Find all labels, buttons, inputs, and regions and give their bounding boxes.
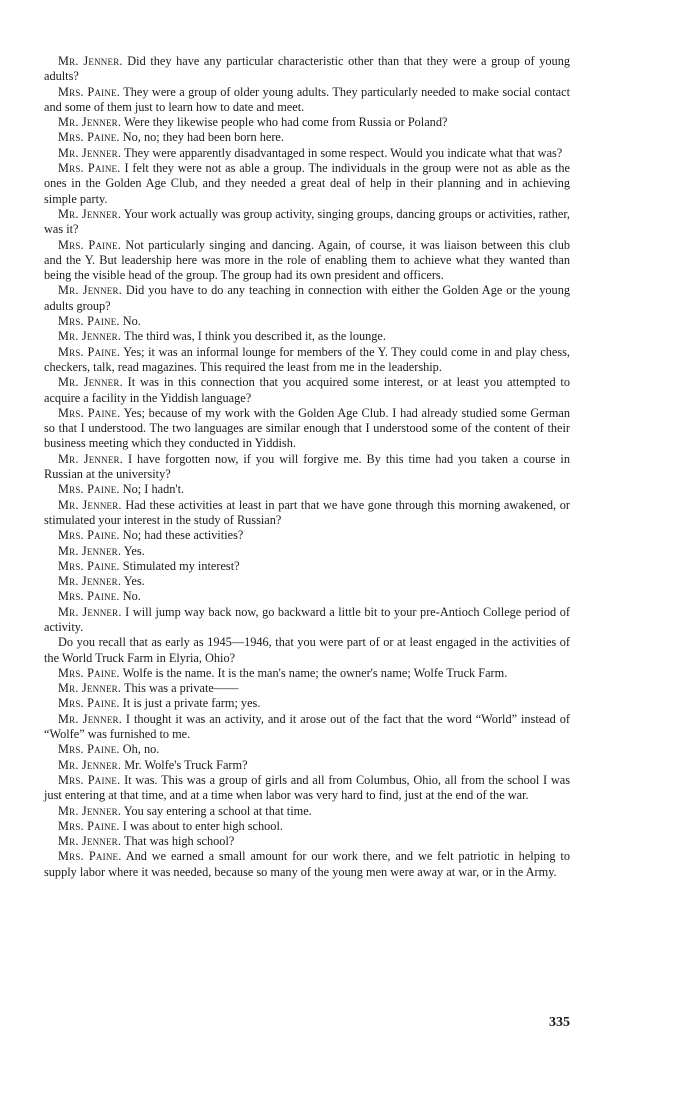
transcript-paragraph <box>44 498 570 529</box>
speech-text: They were a group of older young adults. They particularly needed to make social contact and some of them just to learn how to date and meet. <box>44 84 570 114</box>
speech-text: The third was, I think you described it, as the lounge. <box>124 329 386 344</box>
speech-text: Did they have any particular characteristic other than that they were a group of young adults? <box>44 54 570 84</box>
transcript-paragraph <box>44 54 570 85</box>
speaker-name: Mrs. Paine. <box>58 742 120 757</box>
transcript-paragraph <box>44 574 570 589</box>
speaker-name: Mr. Jenner. <box>58 283 122 298</box>
speech-text: I was about to enter high school. <box>122 818 283 833</box>
speech-text: It was in this connection that you acquired some interest, or at least you attempted to acquire a facility in the Yiddish language? <box>44 375 570 405</box>
speaker-name: Mrs. Paine. <box>58 130 120 145</box>
transcript-paragraph <box>44 849 570 880</box>
transcript-paragraph <box>44 681 570 696</box>
speech-text: You say entering a school at that time. <box>123 803 312 818</box>
speech-text: Yes; because of my work with the Golden Age Club. I had already studied some German so that I understood. The two languages are similar enough that I understood some of the content of their business meeting which they conducted in Yiddish. <box>44 405 570 451</box>
speech-text: Had these activities at least in part that we have gone through this morning awakened, or stimulated your interest in the study of Russian? <box>44 497 570 527</box>
transcript-paragraph <box>44 482 570 497</box>
speaker-name: Mr. Jenner. <box>58 574 122 589</box>
speaker-name: Mrs. Paine. <box>58 849 122 864</box>
transcript-paragraph <box>44 146 570 161</box>
transcript-paragraph <box>44 804 570 819</box>
speaker-name: Mrs. Paine. <box>58 772 121 787</box>
speaker-name: Mr. Jenner. <box>58 681 122 696</box>
transcript-paragraph <box>44 605 570 636</box>
transcript-body <box>44 54 570 880</box>
transcript-paragraph <box>44 375 570 406</box>
speaker-name: Mrs. Paine. <box>58 237 122 252</box>
speaker-name: Mr. Jenner. <box>58 757 122 772</box>
transcript-paragraph <box>44 452 570 483</box>
speech-text: It is just a private farm; yes. <box>122 696 261 711</box>
speech-text: They were apparently disadvantaged in some respect. Would you indicate what that was? <box>124 145 563 160</box>
speaker-name: Mr. Jenner. <box>58 375 123 390</box>
speaker-name: Mr. Jenner. <box>58 543 122 558</box>
speech-text: No. <box>122 314 141 329</box>
transcript-paragraph <box>44 85 570 116</box>
speaker-name: Mr. Jenner. <box>58 451 124 466</box>
speaker-name: Mr. Jenner. <box>58 497 122 512</box>
transcript-paragraph <box>44 589 570 604</box>
transcript-paragraph <box>44 115 570 130</box>
transcript-paragraph <box>44 130 570 145</box>
speech-text: I have forgotten now, if you will forgive me. By this time had you taken a course in Russian at the university? <box>44 451 570 482</box>
speech-text: I thought it was an activity, and it arose out of the fact that the word “World” instead of “Wolfe” was furnished to me. <box>44 711 570 742</box>
transcript-paragraph <box>44 559 570 574</box>
transcript-paragraph <box>44 345 570 376</box>
speaker-name: Mrs. Paine. <box>58 696 120 711</box>
speaker-name: Mr. Jenner. <box>58 803 122 818</box>
speech-text: I felt they were not as able a group. The individuals in the group were not as able as the ones in the Golden Age Club, and they needed a great deal of help in their planning and in achieving simple party. <box>44 161 571 206</box>
transcript-paragraph <box>44 696 570 711</box>
speaker-name: Mrs. Paine. <box>58 818 120 833</box>
transcript-paragraph <box>44 406 570 452</box>
speech-text: Not particularly singing and dancing. Again, of course, it was liaison between this club and the Y. But leadership here was more in the role of enabling them to achieve what they wanted than being the visible head of the group. The group had its own president and officers. <box>44 237 570 283</box>
speech-text: No; had these activities? <box>122 528 244 543</box>
speech-text: Do you recall that as early as 1945—1946, that you were part of or at least engaged in the activities of the World Truck Farm in Elyria, Ohio? <box>44 635 570 665</box>
transcript-paragraph <box>44 207 570 238</box>
speaker-name: Mrs. Paine. <box>58 589 120 604</box>
speech-text: That was high school? <box>124 834 235 849</box>
speech-text: It was. This was a group of girls and all from Columbus, Ohio, all from the school I was just entering at that time, and at a time when labor was very hard to find, just at the end of the war. <box>44 772 571 803</box>
speaker-name: Mrs. Paine. <box>58 84 121 99</box>
speaker-name: Mrs. Paine. <box>58 665 120 680</box>
speaker-name: Mr. Jenner. <box>58 329 122 344</box>
speech-text: Oh, no. <box>122 742 160 757</box>
speech-text: Did you have to do any teaching in connection with either the Golden Age or the young adults group? <box>44 283 570 313</box>
speech-text: No; I hadn't. <box>122 482 185 497</box>
speech-text: Yes. <box>123 543 145 558</box>
speech-text: Wolfe is the name. It is the man's name; the owner's name; Wolfe Truck Farm. <box>122 665 508 680</box>
speaker-name: Mr. Jenner. <box>58 711 122 726</box>
speaker-name: Mr. Jenner. <box>58 206 122 221</box>
speech-text: And we earned a small amount for our work there, and we felt patriotic in helping to supply labor where it was needed, because so many of the young men were away at war, or in the Army. <box>44 849 570 879</box>
speaker-name: Mr. Jenner. <box>58 145 122 160</box>
speech-text: I will jump way back now, go backward a little bit to your pre-Antioch College period of activity. <box>44 604 570 634</box>
speech-text: This was a private—— <box>124 681 239 696</box>
transcript-paragraph <box>44 773 570 804</box>
transcript-paragraph <box>44 666 570 681</box>
transcript-paragraph <box>44 528 570 543</box>
speech-text: Mr. Wolfe's Truck Farm? <box>124 757 248 772</box>
speech-text: Were they likewise people who had come from Russia or Poland? <box>124 115 448 130</box>
transcript-paragraph <box>44 329 570 344</box>
transcript-paragraph <box>44 758 570 773</box>
speech-text: Yes. <box>123 574 145 589</box>
transcript-paragraph <box>44 819 570 834</box>
transcript-paragraph <box>44 314 570 329</box>
speech-text: No, no; they had been born here. <box>122 130 284 145</box>
transcript-paragraph <box>44 161 570 207</box>
transcript-paragraph <box>44 635 570 666</box>
speaker-name: Mrs. Paine. <box>58 482 120 497</box>
transcript-paragraph <box>44 712 570 743</box>
transcript-paragraph <box>44 544 570 559</box>
speaker-name: Mr. Jenner. <box>58 54 123 68</box>
speech-text: Your work actually was group activity, singing groups, dancing groups or activities, rather, was it? <box>44 206 570 237</box>
speech-text: No. <box>122 589 141 604</box>
speaker-name: Mrs. Paine. <box>58 344 121 359</box>
page-number: 335 <box>549 1015 570 1030</box>
speaker-name: Mrs. Paine. <box>58 314 120 329</box>
speech-text: Stimulated my interest? <box>122 558 240 573</box>
speaker-name: Mrs. Paine. <box>58 558 120 573</box>
transcript-paragraph <box>44 834 570 849</box>
transcript-paragraph <box>44 238 570 284</box>
transcript-paragraph <box>44 283 570 314</box>
transcript-paragraph <box>44 742 570 757</box>
speaker-name: Mrs. Paine. <box>58 405 121 420</box>
speaker-name: Mrs. Paine. <box>58 528 120 543</box>
speech-text: Yes; it was an informal lounge for members of the Y. They could come in and play chess, checkers, talk, read magazines. This required the least from me in the leadership. <box>44 344 570 374</box>
speaker-name: Mr. Jenner. <box>58 834 122 849</box>
speaker-name: Mrs. Paine. <box>58 161 121 176</box>
speaker-name: Mr. Jenner. <box>58 115 122 130</box>
speaker-name: Mr. Jenner. <box>58 604 122 619</box>
